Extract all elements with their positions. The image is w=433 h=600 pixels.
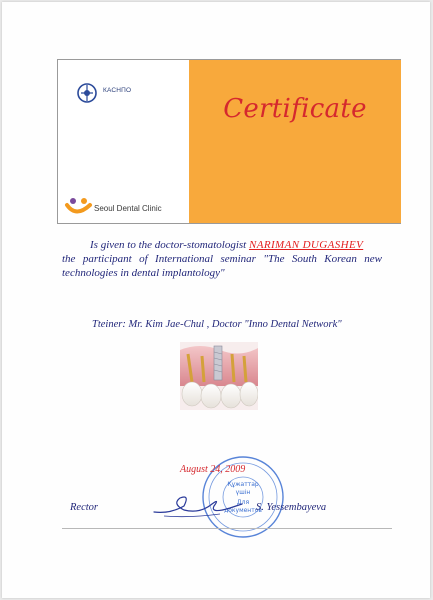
certificate-header xyxy=(57,59,401,224)
stamp-line-1: Құжаттар xyxy=(227,481,259,488)
given-to-text: Is given to the doctor-stomatologist xyxy=(90,239,249,251)
kasnpo-logo xyxy=(74,82,154,104)
clinic-smile-icon xyxy=(64,196,94,218)
kasnpo-emblem-icon xyxy=(74,82,104,104)
body-line-1 xyxy=(62,238,382,252)
recipient-name: NARIMAN DUGASHEV xyxy=(248,239,364,251)
certificate-body xyxy=(62,238,382,280)
stamp-line-3: Для xyxy=(236,499,250,506)
dental-implant-illustration xyxy=(180,342,258,410)
footer-divider xyxy=(62,528,392,529)
stamp-line-4: документов xyxy=(224,507,262,514)
trainer-line: Tteiner: Mr. Kim Jae-Chul , Doctor "Inno Dental Network" xyxy=(92,319,342,330)
kasnpo-logo-text: КАСНПО xyxy=(103,87,132,94)
clinic-name: Seoul Dental Clinic xyxy=(94,204,162,213)
body-line-3: technologies in dental implantology" xyxy=(62,267,225,279)
certificate-date: August 24, 2009 xyxy=(180,464,246,475)
rector-label: Rector xyxy=(70,502,98,513)
title-panel xyxy=(189,60,401,223)
handwritten-signature xyxy=(150,484,246,520)
body-line-2: the participant of International seminar "The South Korean new xyxy=(62,253,382,265)
seoul-dental-clinic-logo xyxy=(64,196,184,218)
certificate-page xyxy=(2,2,430,598)
certificate-title: Certificate xyxy=(223,94,367,124)
signer-name: S. Yessembayeva xyxy=(256,502,327,513)
stamp-line-2: үшін xyxy=(235,489,251,496)
